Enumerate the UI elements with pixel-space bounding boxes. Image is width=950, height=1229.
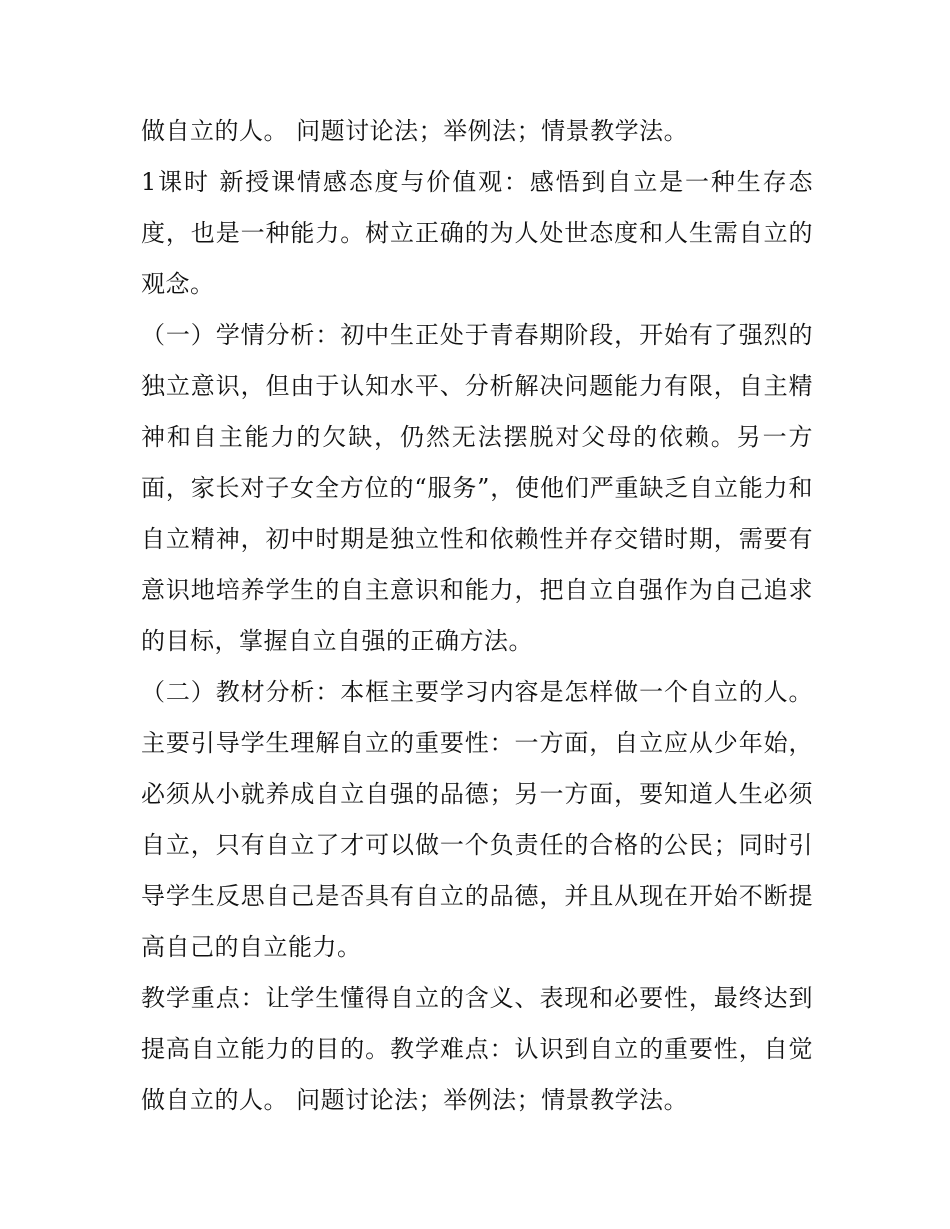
paragraph-lesson-goal: 1课时 新授课情感态度与价值观：感悟到自立是一种生存态度，也是一种能力。树立正确的为人处世态度和人生需自立的观念。 [141,168,813,298]
paragraph-key-points: 教学重点：让学生懂得自立的含义、表现和必要性，最终达到提高自立能力的目的。教学难点：认识到自立的重要性，自觉做自立的人。 问题讨论法；举例法；情景教学法。 [141,984,813,1114]
document-page [141,106,813,1126]
paragraph-intro-line: 做自立的人。 问题讨论法；举例法；情景教学法。 [141,117,689,145]
paragraph-textbook-analysis: （二）教材分析：本框主要学习内容是怎样做一个自立的人。主要引导学生理解自立的重要性：一方面，自立应从少年始，必须从小就养成自立自强的品德；另一方面，要知道人生必须自立，只有自立了才可以做一个负责任的合格的公民；同时引导学生反思自己是否具有自立的品德，并且从现在开始不断提高自己的自立能力。 [141,678,813,961]
paragraph-student-analysis: （一）学情分析：初中生正处于青春期阶段，开始有了强烈的独立意识，但由于认知水平、分析解决问题能力有限，自主精神和自主能力的欠缺，仍然无法摆脱对父母的依赖。另一方面，家长对子女全方位的“服务”，使他们严重缺乏自立能力和自立精神，初中时期是独立性和依赖性并存交错时期，需要有意识地培养学生的自主意识和能力，把自立自强作为自己追求的目标，掌握自立自强的正确方法。 [141,321,813,655]
